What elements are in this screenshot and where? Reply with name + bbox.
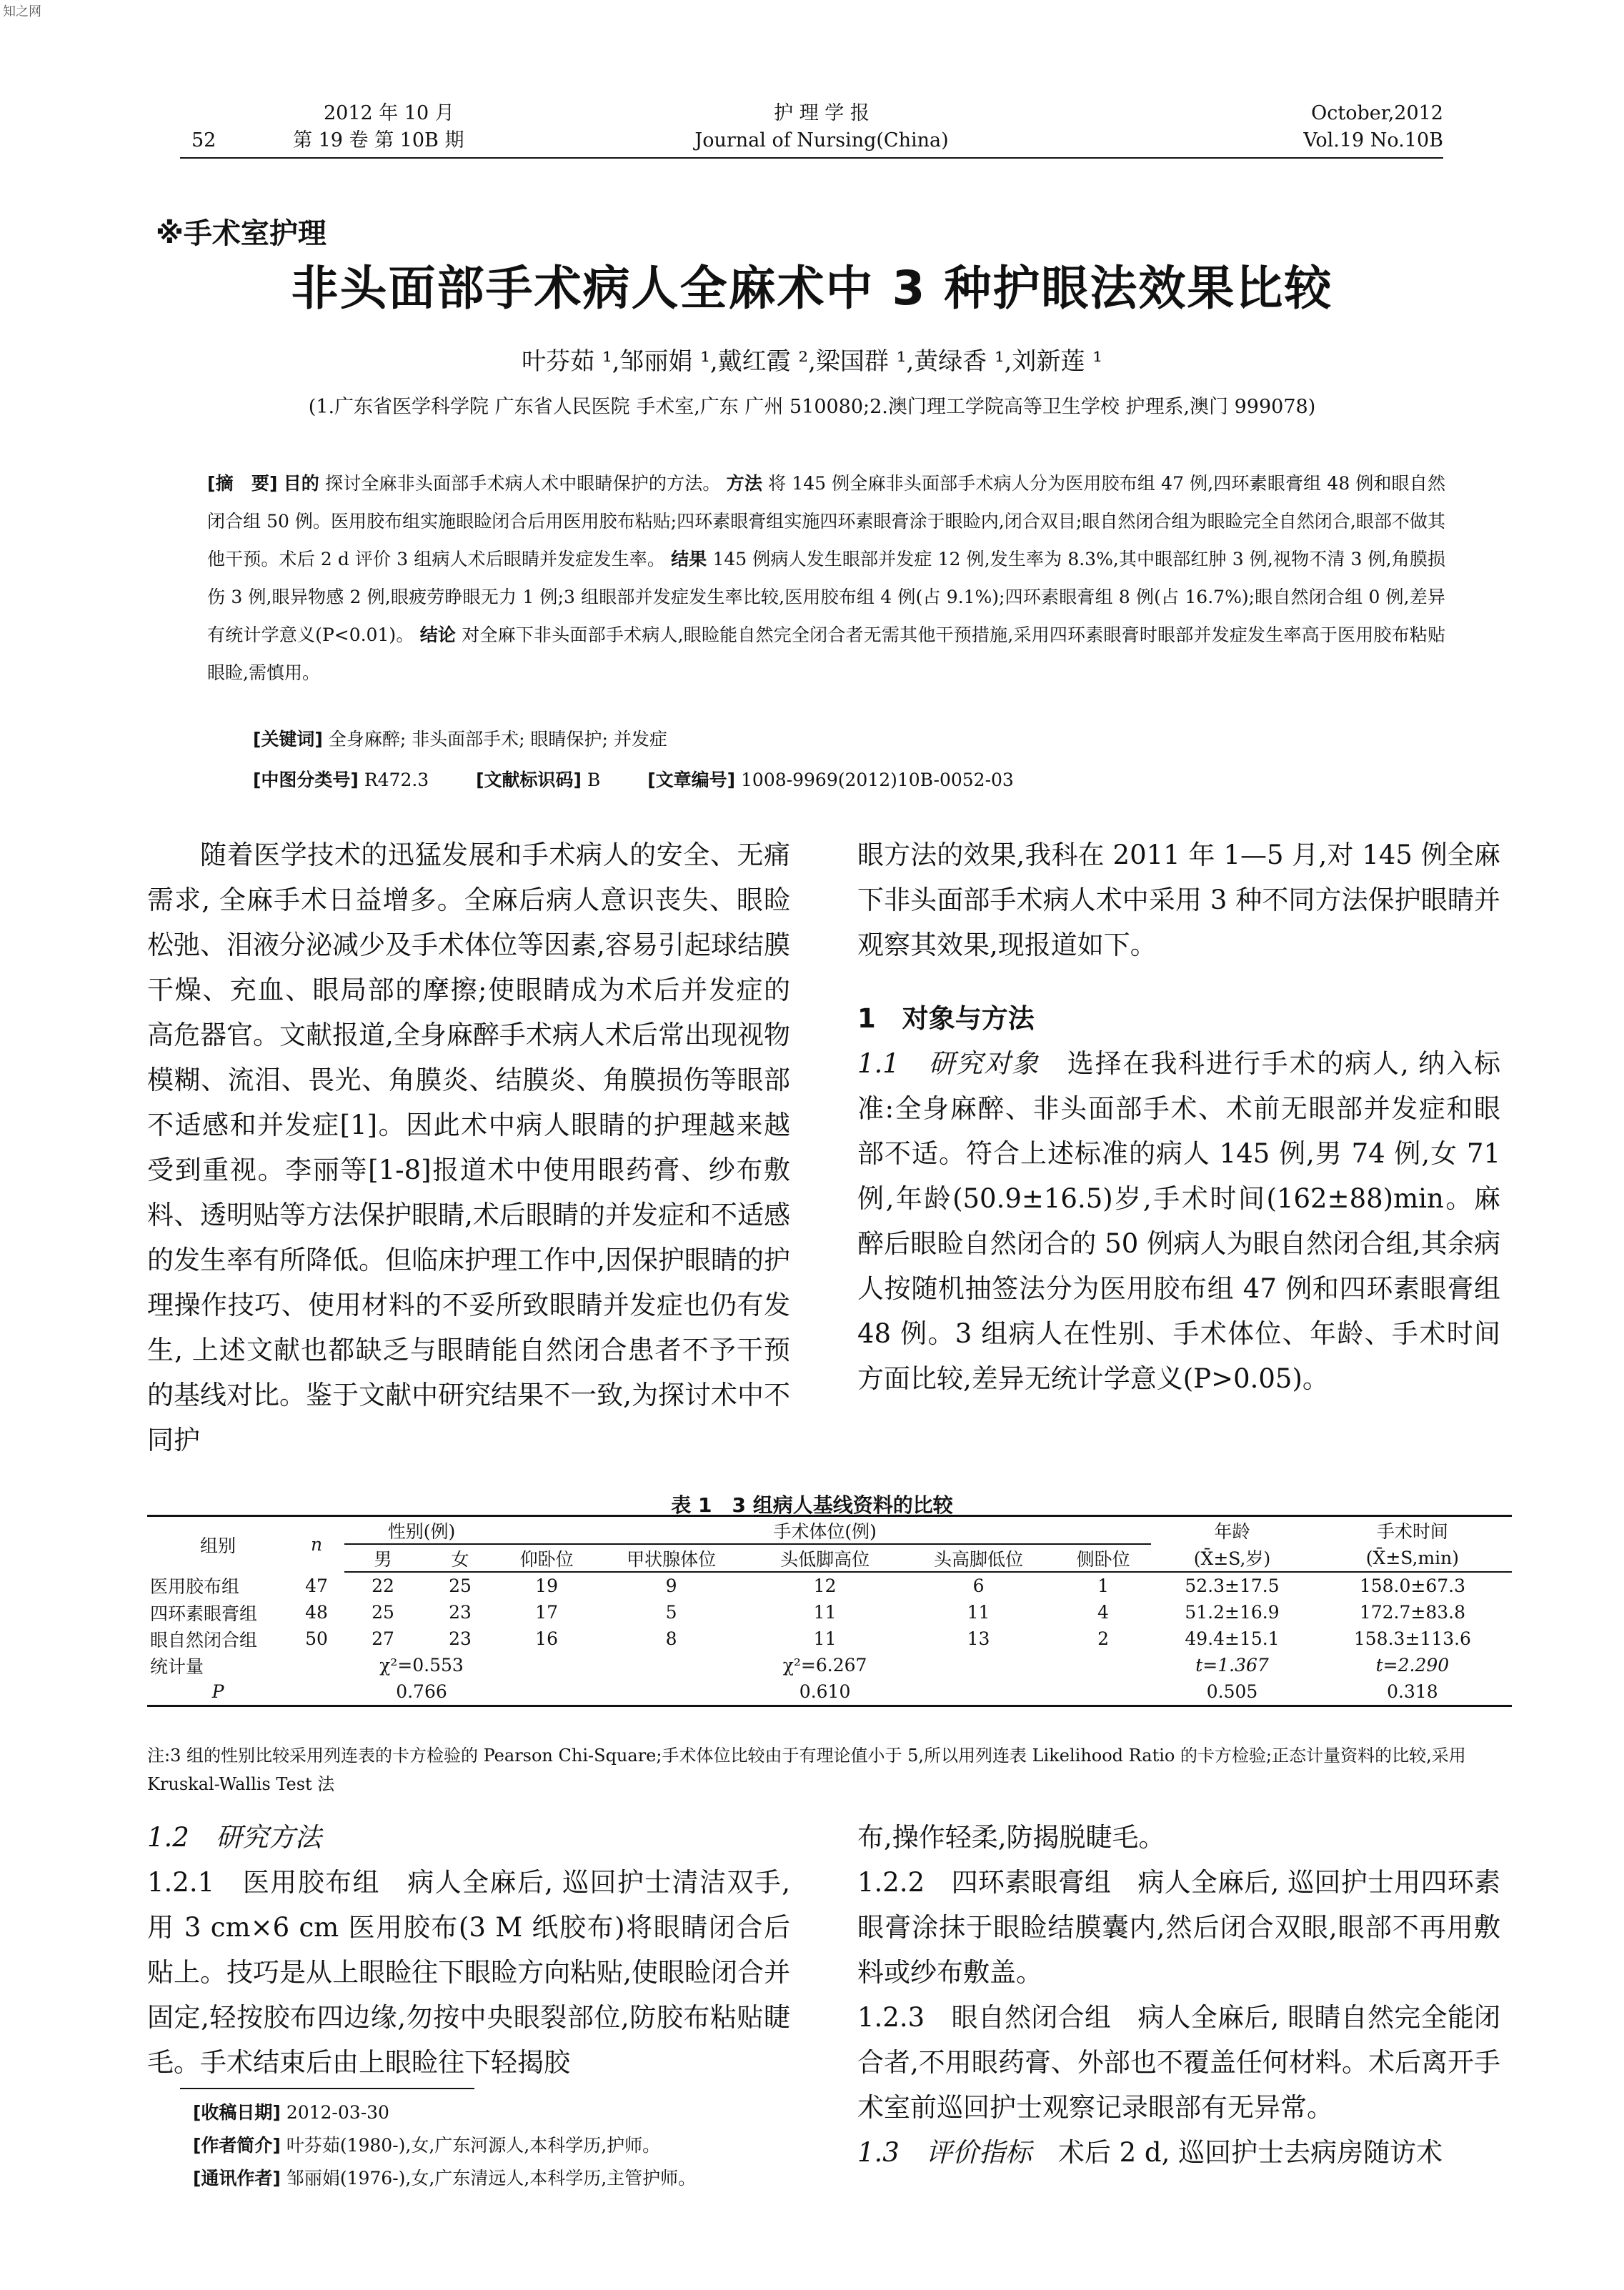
section-1-2-1-text: 病人全麻后, 巡回护士清洁双手,用 3 cm×6 cm 医用胶布(3 M 纸胶布)将眼睛闭合后贴上。技巧是从上眼睑往下眼睑方向粘贴,使眼睑闭合并固定,轻按胶布四边缘,勿按中央眼裂部位,防胶布粘贴睫毛。手术结束后由上眼睑往下轻揭胶 [147, 1867, 790, 2078]
col-male: 男 [344, 1544, 422, 1572]
cell-female: 23 [449, 1602, 472, 1623]
cell-male: 22 [372, 1575, 394, 1596]
section-1-3-heading: 1.3 评价指标 [857, 2137, 1032, 2168]
footnote-correspondence [193, 2165, 696, 2192]
col-female: 女 [422, 1544, 499, 1572]
author-label: [作者简介] [193, 2135, 281, 2156]
conclusion-text: 对全麻下非头面部手术病人,眼睑能自然完全闭合者无需其他干预措施,采用四环素眼膏时眼部并发症发生率高于医用胶布粘贴眼睑,需慎用。 [207, 624, 1445, 683]
section-1-heading: 1 对象与方法 [857, 1003, 1035, 1034]
keywords-text: 全身麻醉; 非头面部手术; 眼睛保护; 并发症 [328, 729, 667, 750]
corr-label: [通讯作者] [193, 2168, 281, 2189]
col-pos-5: 侧卧位 [1055, 1544, 1151, 1572]
cell-stat-sex: χ²=0.553 [379, 1655, 464, 1676]
col-n: n [289, 1516, 344, 1573]
cell-n: 50 [305, 1628, 328, 1649]
table-row-stat [147, 1652, 1512, 1678]
objective-label: 目的 [283, 473, 319, 494]
cell-male: 25 [372, 1602, 394, 1623]
header-journal-en: Journal of Nursing(China) [694, 129, 949, 151]
art-label: [文章编号] [647, 770, 736, 790]
section-1-2-3-heading: 1.2.3 眼自然闭合组 [857, 2002, 1112, 2033]
table-row [147, 1572, 1512, 1599]
footnote-rule [180, 2088, 474, 2089]
cell-pos: 13 [967, 1628, 990, 1649]
art-value: 1008-9969(2012)10B-0052-03 [741, 770, 1014, 790]
section-1-2-2 [857, 1860, 1500, 1995]
col-pos-4: 头高脚低位 [902, 1544, 1055, 1572]
section-1-3 [857, 2130, 1500, 2175]
cell-pos: 1 [1097, 1575, 1110, 1596]
cell-p-age: 0.505 [1151, 1678, 1313, 1706]
header-date-en: October,2012 [1311, 102, 1443, 124]
header-journal-cn: 护 理 学 报 [774, 102, 870, 124]
header-volume-en: Vol.19 No.10B [1303, 129, 1443, 151]
table-row [147, 1626, 1512, 1652]
cell-n: 48 [305, 1602, 328, 1623]
classification [253, 766, 1014, 795]
author-value: 叶芬茹(1980-),女,广东河源人,本科学历,护师。 [286, 2135, 661, 2156]
cell-pos: 16 [535, 1628, 558, 1649]
cell-pos: 11 [967, 1602, 990, 1623]
watermark: 知之网 [3, 4, 41, 19]
cell-pos: 17 [535, 1602, 558, 1623]
cell-pos: 2 [1097, 1628, 1110, 1649]
keywords [253, 725, 667, 754]
page-number: 52 [191, 129, 216, 151]
cell-pos: 19 [535, 1575, 558, 1596]
cell-group: 眼自然闭合组 [150, 1629, 258, 1651]
cell-p-time: 0.318 [1313, 1678, 1512, 1706]
methods-right-column [857, 1815, 1500, 2175]
cell-male: 27 [372, 1628, 394, 1649]
table-row-p [147, 1678, 1512, 1706]
header-rule [180, 157, 1443, 159]
section-1-2-heading: 1.2 研究方法 [147, 1822, 322, 1853]
col-pos-3: 头低脚高位 [748, 1544, 902, 1572]
section-1-2-2-text: 病人全麻后, 巡回护士用四环素眼膏涂抹于眼睑结膜囊内,然后闭合双眼,眼部不再用敷料或纱布敷盖。 [857, 1867, 1500, 1988]
cell-group: 四环素眼膏组 [150, 1603, 258, 1624]
cell-age: 51.2±16.9 [1185, 1602, 1280, 1623]
corr-value: 邹丽娟(1976-),女,广东清远人,本科学历,主管护师。 [286, 2168, 697, 2189]
section-1-1 [857, 1041, 1500, 1401]
col-position: 手术体位(例) [499, 1516, 1151, 1545]
col-sex: 性别(例) [344, 1516, 499, 1545]
received-value: 2012-03-30 [286, 2102, 389, 2123]
doc-value: B [587, 770, 601, 790]
section-1-1-text: 选择在我科进行手术的病人, 纳入标准:全身麻醉、非头面部手术、术前无眼部并发症和眼部不适。符合上述标准的病人 145 例,男 74 例,女 71 例,年龄(50.9±16.5)岁,手术时间(162±88)min。麻醉后眼睑自然闭合的 50 例病人为眼自然闭合组,其余病人按随机抽签法分为医用胶布组 47 例和四环素眼膏组 48 例。3 组病人在性别、手术体位、年龄、手术时间方面比较,差异无统计学意义(P>0.05)。 [857, 1048, 1501, 1394]
col-time: 手术时间 [1313, 1516, 1512, 1545]
cell-pos: 9 [665, 1575, 677, 1596]
cell-female: 23 [449, 1628, 472, 1649]
footnote-author [193, 2132, 660, 2159]
methods-left-column [147, 1815, 790, 2085]
cell-pos: 6 [972, 1575, 985, 1596]
cell-pos: 11 [813, 1602, 837, 1623]
cell-time: 158.3±113.6 [1353, 1628, 1471, 1649]
intro-paragraph-cont: 眼方法的效果,我科在 2011 年 1—5 月,对 145 例全麻下非头面部手术病人术中采用 3 种不同方法保护眼睛并观察其效果,现报道如下。 [857, 840, 1500, 960]
cell-stat-label: 统计量 [150, 1656, 204, 1677]
col-group: 组别 [147, 1516, 289, 1573]
clc-label: [中图分类号] [253, 770, 359, 790]
table-row [147, 1599, 1512, 1626]
cell-time: 172.7±83.8 [1359, 1602, 1466, 1623]
table-1 [147, 1515, 1512, 1707]
article-title: 非头面部手术病人全麻术中 3 种护眼法效果比较 [291, 261, 1333, 316]
methods-label: 方法 [726, 473, 762, 494]
cell-stat-age: t=1.367 [1195, 1655, 1269, 1676]
cell-n: 47 [305, 1575, 328, 1596]
cell-p-pos: 0.610 [499, 1678, 1151, 1706]
col-pos-1: 仰卧位 [499, 1544, 594, 1572]
cell-age: 49.4±15.1 [1185, 1628, 1280, 1649]
section-1-2-3 [857, 1995, 1500, 2130]
results-label: 结果 [671, 549, 707, 569]
cell-time: 158.0±67.3 [1359, 1575, 1466, 1596]
intro-left-column [147, 832, 790, 1463]
cell-age: 52.3±17.5 [1185, 1575, 1280, 1596]
col-age: 年龄 [1151, 1516, 1313, 1545]
abstract [207, 464, 1445, 692]
affiliation: (1.广东省医学科学院 广东省人民医院 手术室,广东 广州 510080;2.澳门理工学院高等卫生学校 护理系,澳门 999078) [308, 396, 1316, 418]
intro-right-column [857, 832, 1500, 1401]
clc-value: R472.3 [364, 770, 429, 790]
abstract-label: [摘 要] [207, 473, 278, 494]
keywords-label: [关键词] [253, 729, 323, 750]
section-1-2-1-heading: 1.2.1 医用胶布组 [147, 1867, 380, 1898]
cell-pos: 8 [665, 1628, 677, 1649]
objective-text: 探讨全麻非头面部手术病人术中眼睛保护的方法。 [325, 473, 721, 494]
cell-female: 25 [449, 1575, 472, 1596]
footnote-received [193, 2099, 389, 2126]
cell-p-sex: 0.766 [344, 1678, 499, 1706]
section-1-1-heading: 1.1 研究对象 [857, 1048, 1040, 1079]
methods-text: 将 145 例全麻非头面部手术病人分为医用胶布组 47 例,四环素眼膏组 48 例和眼自然闭合组 50 例。医用胶布组实施眼睑闭合后用医用胶布粘贴;四环素眼膏组实施四环素眼膏涂于眼睑内,闭合双目;眼自然闭合组为眼睑完全自然闭合,眼部不做其他干预。术后 2 d 评价 3 组病人术后眼睛并发症发生率。 [207, 473, 1445, 569]
section-1-2-2-heading: 1.2.2 四环素眼膏组 [857, 1867, 1112, 1898]
cell-stat-time: t=2.290 [1375, 1655, 1450, 1676]
section-1-2-1-cont: 布,操作轻柔,防揭脱睫毛。 [857, 1822, 1165, 1853]
cell-pos: 11 [813, 1628, 837, 1649]
cell-pos: 5 [665, 1602, 677, 1623]
cell-stat-pos: χ²=6.267 [782, 1655, 867, 1676]
cell-pos: 4 [1097, 1602, 1110, 1623]
cell-p-label: P [147, 1678, 289, 1706]
header-volume-cn: 第 19 卷 第 10B 期 [293, 129, 464, 151]
table-1-note: 注:3 组的性别比较采用列连表的卡方检验的 Pearson Chi-Square;手术体位比较由于有理论值小于 5,所以用列连表 Likelihood Ratio 的卡方检验;正态计量资料的比较,采用 Kruskal-Wallis Test 法 [147, 1746, 1466, 1794]
section-1-2-3-text: 病人全麻后, 眼睛自然完全能闭合者,不用眼药膏、外部也不覆盖任何材料。术后离开手术室前巡回护士观察记录眼部有无异常。 [857, 2002, 1500, 2123]
results-text: 145 例病人发生眼部并发症 12 例,发生率为 8.3%,其中眼部红肿 3 例,视物不清 3 例,角膜损伤 3 例,眼异物感 2 例,眼疲劳睁眼无力 1 例;3 组眼部并发症发生率比较,医用胶布组 4 例(占 9.1%);四环素眼膏组 8 例(占 16.7%);眼自然闭合组 0 例,差异有统计学意义(P<0.01)。 [207, 549, 1445, 645]
authors: 叶芬茹 ¹,邹丽娟 ¹,戴红霞 ²,梁国群 ¹,黄绿香 ¹,刘新莲 ¹ [522, 347, 1102, 376]
cell-group: 医用胶布组 [150, 1576, 240, 1597]
intro-paragraph: 随着医学技术的迅猛发展和手术病人的安全、无痛需求, 全麻手术日益增多。全麻后病人意识丧失、眼睑松弛、泪液分泌减少及手术体位等因素,容易引起球结膜干燥、充血、眼局部的摩擦;使眼睛成为术后并发症的高危器官。文献报道,全身麻醉手术病人术后常出现视物模糊、流泪、畏光、角膜炎、结膜炎、角膜损伤等眼部不适感和并发症[1]。因此术中病人眼睛的护理越来越受到重视。李丽等[1-8]报道术中使用眼药膏、纱布敷料、透明贴等方法保护眼睛,术后眼睛的并发症和不适感的发生率有所降低。但临床护理工作中,因保护眼睛的护理操作技巧、使用材料的不妥所致眼睛并发症也仍有发生, 上述文献也都缺乏与眼睛能自然闭合患者不予干预的基线对比。鉴于文献中研究结果不一致,为探讨术中不同护 [147, 840, 790, 1455]
col-pos-2: 甲状腺体位 [594, 1544, 748, 1572]
header-date-cn: 2012 年 10 月 [324, 102, 454, 124]
table-1-caption: 表 1 3 组病人基线资料的比较 [671, 1493, 953, 1517]
cell-pos: 12 [813, 1575, 837, 1596]
section-1-3-text: 术后 2 d, 巡回护士去病房随访术 [1057, 2137, 1443, 2168]
section-1-2-1 [147, 1860, 790, 2085]
doc-label: [文献标识码] [476, 770, 582, 790]
received-label: [收稿日期] [193, 2102, 281, 2123]
conclusion-label: 结论 [419, 624, 457, 645]
section-label: ※手术室护理 [156, 217, 327, 250]
col-age-unit: (X̄±S,岁) [1151, 1544, 1313, 1572]
col-time-unit: (X̄±S,min) [1313, 1544, 1512, 1572]
